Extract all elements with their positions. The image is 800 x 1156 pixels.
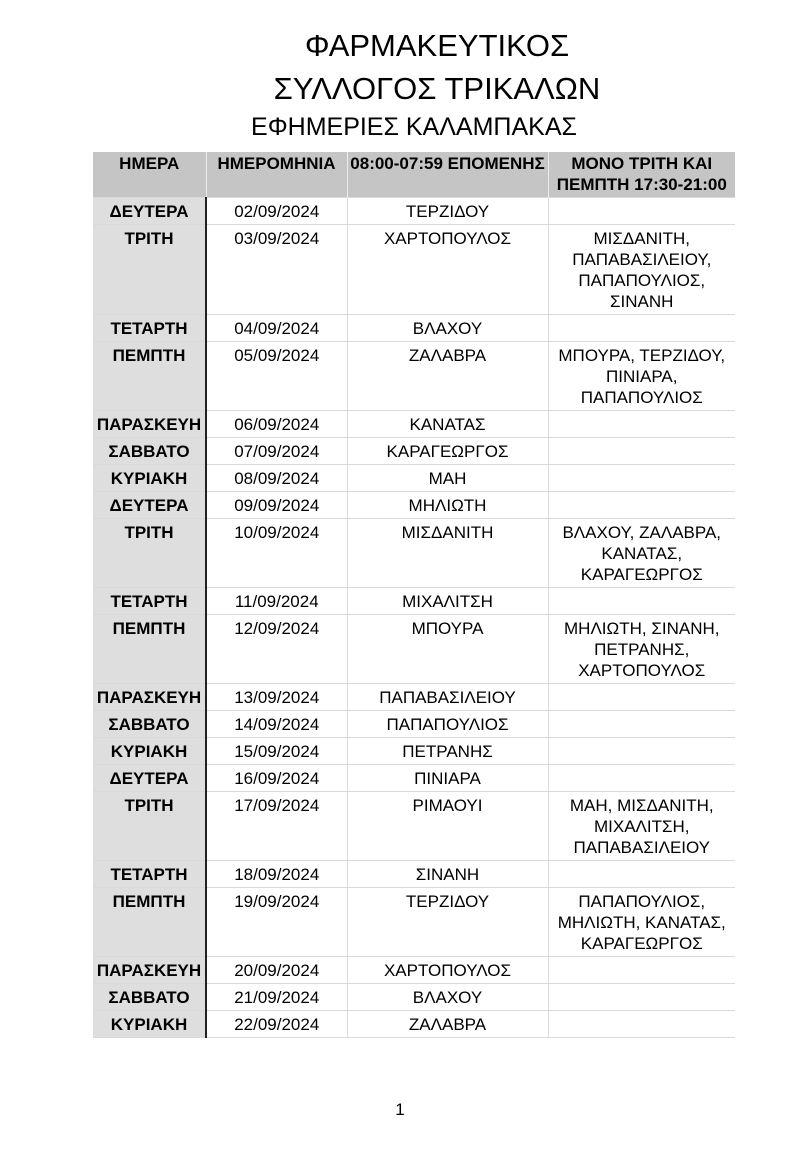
date-cell: 04/09/2024: [206, 315, 347, 342]
schedule-row: [93, 888, 735, 957]
evening-pharmacies-cell: ΜΑΗ, ΜΙΣΔΑΝΙΤΗ, ΜΙΧΑΛΙΤΣΗ, ΠΑΠΑΒΑΣΙΛΕΙΟΥ: [548, 792, 735, 861]
day-cell: ΠΑΡΑΣΚΕΥΗ: [93, 957, 206, 984]
day-pharmacy-cell: ΤΕΡΖΙΔΟΥ: [347, 888, 548, 957]
evening-pharmacies-cell: [548, 411, 735, 438]
date-cell: 19/09/2024: [206, 888, 347, 957]
schedule-row: [93, 492, 735, 519]
org-title-line2: ΣΥΛΛΟΓΟΣ ΤΡΙΚΑΛΩΝ: [273, 71, 601, 106]
date-cell: 05/09/2024: [206, 342, 347, 411]
evening-pharmacies-cell: [548, 861, 735, 888]
document-page: [0, 24, 800, 1119]
day-pharmacy-cell: ΧΑΡΤΟΠΟΥΛΟΣ: [347, 225, 548, 315]
day-cell: ΤΡΙΤΗ: [93, 225, 206, 315]
schedule-row: [93, 984, 735, 1011]
date-cell: 14/09/2024: [206, 711, 347, 738]
schedule-row: [93, 684, 735, 711]
col-header-day-shift: 08:00-07:59 ΕΠΟΜΕΝΗΣ: [347, 152, 548, 198]
evening-pharmacies-cell: [548, 465, 735, 492]
evening-pharmacies-cell: [548, 438, 735, 465]
evening-pharmacies-cell: [548, 738, 735, 765]
date-cell: 11/09/2024: [206, 588, 347, 615]
day-pharmacy-cell: ΖΑΛΑΒΡΑ: [347, 342, 548, 411]
day-cell: ΚΥΡΙΑΚΗ: [93, 465, 206, 492]
org-title-line1: ΦΑΡΜΑΚΕΥΤΙΚΟΣ: [304, 28, 570, 63]
schedule-row: [93, 465, 735, 492]
day-cell: ΣΑΒΒΑΤΟ: [93, 984, 206, 1011]
day-pharmacy-cell: ΖΑΛΑΒΡΑ: [347, 1011, 548, 1038]
schedule-row: [93, 1011, 735, 1038]
schedule-row: [93, 411, 735, 438]
schedule-row: [93, 342, 735, 411]
date-cell: 13/09/2024: [206, 684, 347, 711]
evening-pharmacies-cell: [548, 984, 735, 1011]
schedule-row: [93, 957, 735, 984]
day-pharmacy-cell: ΒΛΑΧΟΥ: [347, 984, 548, 1011]
schedule-header-row: [93, 152, 735, 198]
evening-pharmacies-cell: ΜΠΟΥΡΑ, ΤΕΡΖΙΔΟΥ, ΠΙΝΙΑΡΑ, ΠΑΠΑΠΟΥΛΙΟΣ: [548, 342, 735, 411]
schedule-row: [93, 792, 735, 861]
day-cell: ΔΕΥΤΕΡΑ: [93, 198, 206, 225]
day-pharmacy-cell: ΤΕΡΖΙΔΟΥ: [347, 198, 548, 225]
day-cell: ΠΕΜΠΤΗ: [93, 615, 206, 684]
day-pharmacy-cell: ΜΙΣΔΑΝΙΤΗ: [347, 519, 548, 588]
day-pharmacy-cell: ΠΑΠΑΠΟΥΛΙΟΣ: [347, 711, 548, 738]
day-cell: ΔΕΥΤΕΡΑ: [93, 765, 206, 792]
document-header: [93, 24, 735, 145]
day-pharmacy-cell: ΜΑΗ: [347, 465, 548, 492]
evening-pharmacies-cell: ΜΙΣΔΑΝΙΤΗ, ΠΑΠΑΒΑΣΙΛΕΙΟΥ, ΠΑΠΑΠΟΥΛΙΟΣ, ΣΙΝΑΝΗ: [548, 225, 735, 315]
schedule-row: [93, 711, 735, 738]
day-pharmacy-cell: ΚΑΡΑΓΕΩΡΓΟΣ: [347, 438, 548, 465]
day-cell: ΤΕΤΑΡΤΗ: [93, 588, 206, 615]
date-cell: 22/09/2024: [206, 1011, 347, 1038]
day-pharmacy-cell: ΚΑΝΑΤΑΣ: [347, 411, 548, 438]
day-cell: ΔΕΥΤΕΡΑ: [93, 492, 206, 519]
date-cell: 12/09/2024: [206, 615, 347, 684]
day-cell: ΠΕΜΠΤΗ: [93, 888, 206, 957]
schedule-row: [93, 225, 735, 315]
evening-pharmacies-cell: [548, 765, 735, 792]
date-cell: 10/09/2024: [206, 519, 347, 588]
schedule-row: [93, 738, 735, 765]
day-pharmacy-cell: ΡΙΜΑΟΥΙ: [347, 792, 548, 861]
date-cell: 17/09/2024: [206, 792, 347, 861]
day-cell: ΤΕΤΑΡΤΗ: [93, 861, 206, 888]
evening-pharmacies-cell: [548, 957, 735, 984]
evening-pharmacies-cell: [548, 1011, 735, 1038]
day-cell: ΤΕΤΑΡΤΗ: [93, 315, 206, 342]
day-pharmacy-cell: ΜΠΟΥΡΑ: [347, 615, 548, 684]
day-cell: ΚΥΡΙΑΚΗ: [93, 1011, 206, 1038]
page-number: 1: [395, 1100, 405, 1119]
day-cell: ΠΑΡΑΣΚΕΥΗ: [93, 684, 206, 711]
day-pharmacy-cell: ΠΙΝΙΑΡΑ: [347, 765, 548, 792]
evening-pharmacies-cell: ΒΛΑΧΟΥ, ΖΑΛΑΒΡΑ, ΚΑΝΑΤΑΣ, ΚΑΡΑΓΕΩΡΓΟΣ: [548, 519, 735, 588]
header-row: [93, 152, 735, 198]
day-pharmacy-cell: ΣΙΝΑΝΗ: [347, 861, 548, 888]
schedule-row: [93, 861, 735, 888]
evening-pharmacies-cell: [548, 315, 735, 342]
date-cell: 07/09/2024: [206, 438, 347, 465]
day-pharmacy-cell: ΠΕΤΡΑΝΗΣ: [347, 738, 548, 765]
evening-pharmacies-cell: [548, 684, 735, 711]
schedule-subtitle: ΕΦΗΜΕΡΙΕΣ ΚΑΛΑΜΠΑΚΑΣ: [251, 113, 577, 141]
day-pharmacy-cell: ΜΙΧΑΛΙΤΣΗ: [347, 588, 548, 615]
day-pharmacy-cell: ΒΛΑΧΟΥ: [347, 315, 548, 342]
evening-pharmacies-cell: ΠΑΠΑΠΟΥΛΙΟΣ, ΜΗΛΙΩΤΗ, ΚΑΝΑΤΑΣ, ΚΑΡΑΓΕΩΡΓΟΣ: [548, 888, 735, 957]
date-cell: 18/09/2024: [206, 861, 347, 888]
duty-schedule-table: [93, 152, 735, 1038]
evening-pharmacies-cell: [548, 198, 735, 225]
day-cell: ΠΑΡΑΣΚΕΥΗ: [93, 411, 206, 438]
date-cell: 06/09/2024: [206, 411, 347, 438]
date-cell: 21/09/2024: [206, 984, 347, 1011]
day-pharmacy-cell: ΠΑΠΑΒΑΣΙΛΕΙΟΥ: [347, 684, 548, 711]
evening-pharmacies-cell: [548, 588, 735, 615]
date-cell: 09/09/2024: [206, 492, 347, 519]
col-header-evening-shift: ΜΟΝΟ ΤΡΙΤΗ ΚΑΙ ΠΕΜΠΤΗ 17:30-21:00: [548, 152, 735, 198]
schedule-row: [93, 615, 735, 684]
evening-pharmacies-cell: ΜΗΛΙΩΤΗ, ΣΙΝΑΝΗ, ΠΕΤΡΑΝΗΣ, ΧΑΡΤΟΠΟΥΛΟΣ: [548, 615, 735, 684]
col-header-date: ΗΜΕΡΟΜΗΝΙΑ: [206, 152, 347, 198]
day-cell: ΤΡΙΤΗ: [93, 519, 206, 588]
schedule-body: [93, 198, 735, 1038]
schedule-row: [93, 519, 735, 588]
day-cell: ΣΑΒΒΑΤΟ: [93, 711, 206, 738]
day-cell: ΠΕΜΠΤΗ: [93, 342, 206, 411]
day-cell: ΤΡΙΤΗ: [93, 792, 206, 861]
schedule-row: [93, 438, 735, 465]
date-cell: 20/09/2024: [206, 957, 347, 984]
day-cell: ΣΑΒΒΑΤΟ: [93, 438, 206, 465]
evening-pharmacies-cell: [548, 711, 735, 738]
date-cell: 16/09/2024: [206, 765, 347, 792]
day-cell: ΚΥΡΙΑΚΗ: [93, 738, 206, 765]
schedule-row: [93, 198, 735, 225]
date-cell: 03/09/2024: [206, 225, 347, 315]
evening-pharmacies-cell: [548, 492, 735, 519]
date-cell: 02/09/2024: [206, 198, 347, 225]
schedule-row: [93, 765, 735, 792]
date-cell: 15/09/2024: [206, 738, 347, 765]
schedule-row: [93, 315, 735, 342]
day-pharmacy-cell: ΜΗΛΙΩΤΗ: [347, 492, 548, 519]
col-header-day: ΗΜΕΡΑ: [93, 152, 206, 198]
day-pharmacy-cell: ΧΑΡΤΟΠΟΥΛΟΣ: [347, 957, 548, 984]
date-cell: 08/09/2024: [206, 465, 347, 492]
schedule-row: [93, 588, 735, 615]
